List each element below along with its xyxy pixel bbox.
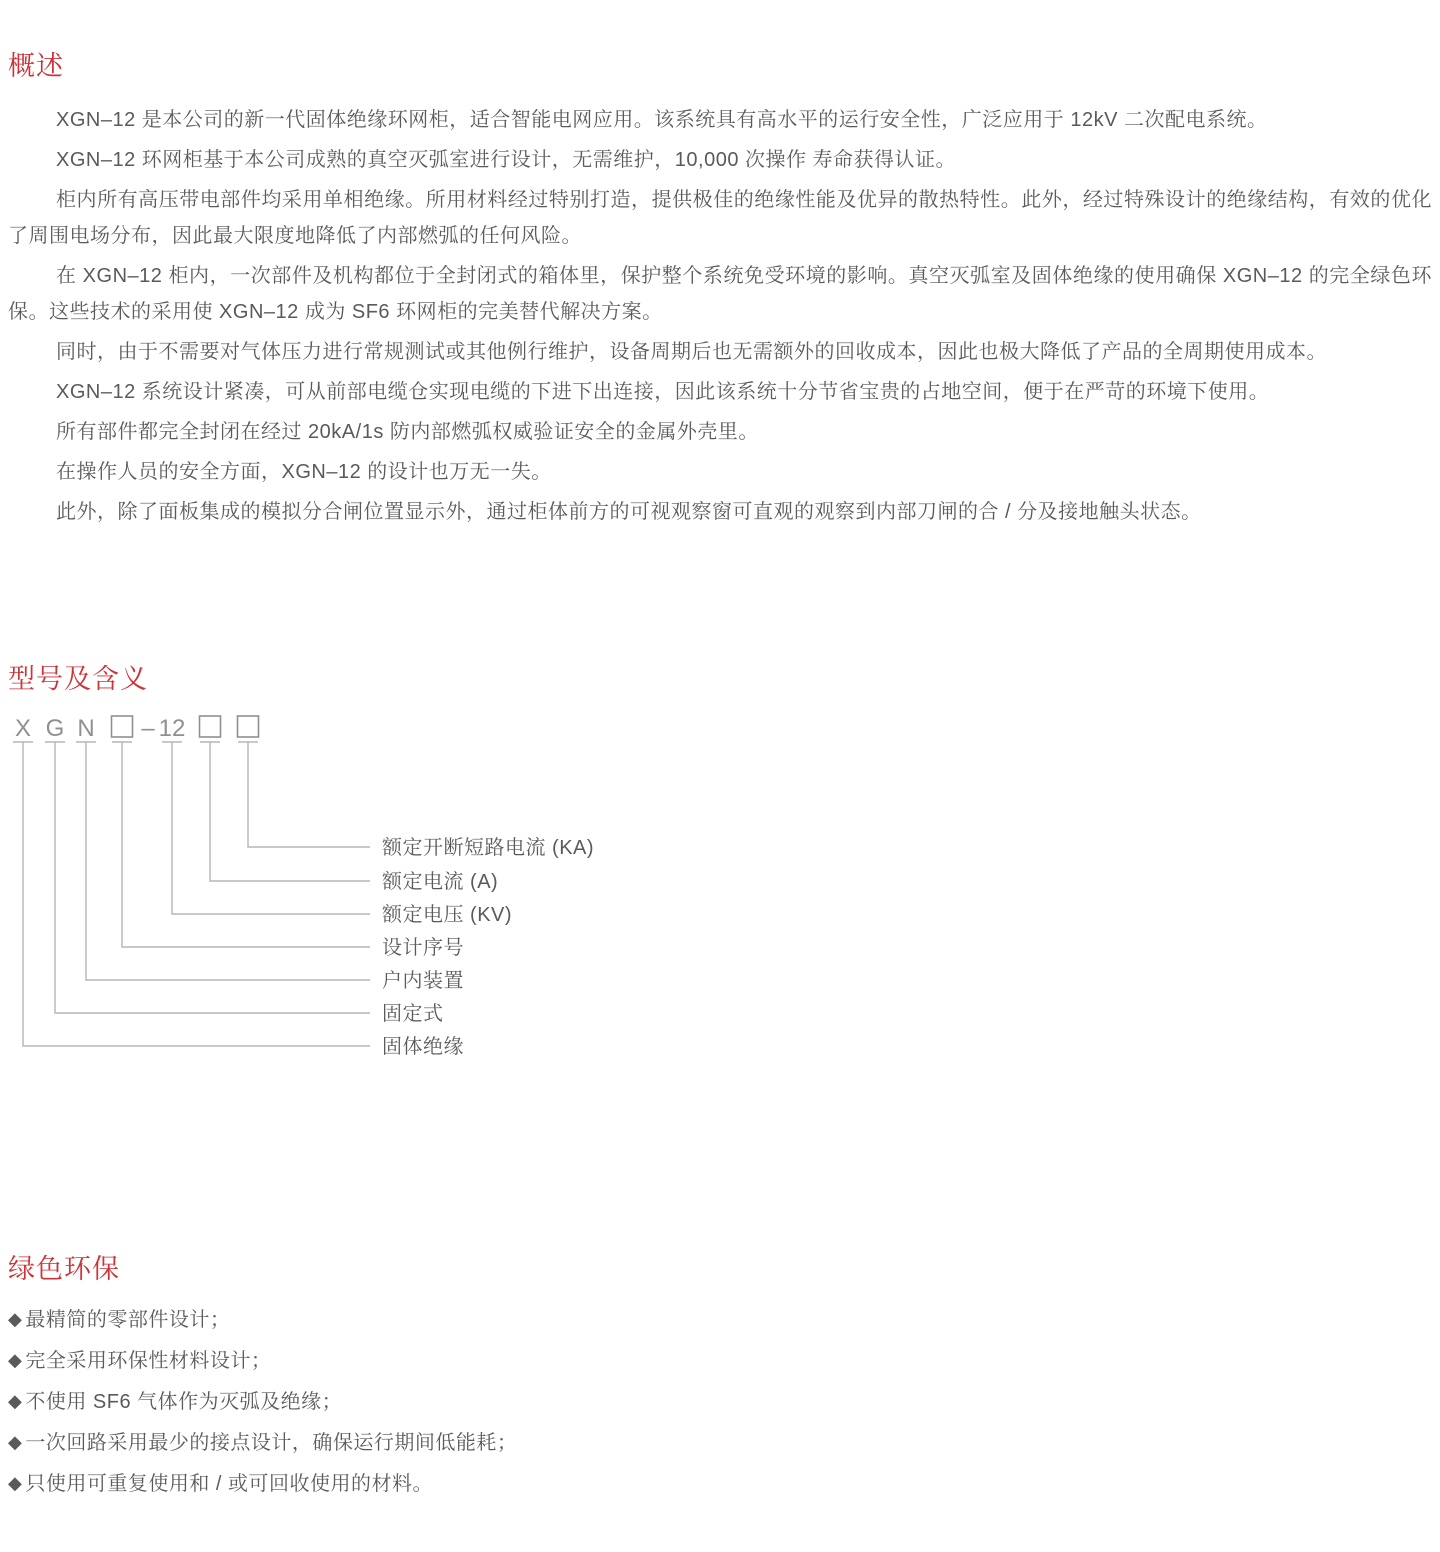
overview-section <box>0 50 1440 534</box>
green-bullet-list <box>0 1307 1440 1497</box>
model-code-diagram <box>0 709 760 1069</box>
overview-paragraph: 在操作人员的安全方面，XGN–12 的设计也万无一失。 <box>56 461 552 483</box>
diamond-bullet-icon: ◆ <box>8 1309 23 1329</box>
leader-label: 额定电压 (KV) <box>382 904 513 926</box>
code-box-placeholder <box>238 716 259 737</box>
list-item-text: 只使用可重复使用和 / 或可回收使用的材料。 <box>25 1473 434 1495</box>
overview-paragraphs <box>8 102 1432 530</box>
overview-paragraph: 此外，除了面板集成的模拟分合闸位置显示外，通过柜体前方的可视观察窗可直观的观察到内部刀闸的合 / 分及接地触头状态。 <box>56 501 1202 523</box>
leader-label: 设计序号 <box>382 937 464 959</box>
diamond-bullet-icon: ◆ <box>8 1391 23 1411</box>
leader-label: 固定式 <box>382 1003 444 1025</box>
leader-line <box>172 742 370 914</box>
list-item <box>8 1430 1432 1456</box>
list-item <box>8 1348 1432 1374</box>
list-item-text: 不使用 SF6 气体作为灭弧及绝缘； <box>25 1391 343 1413</box>
leader-line <box>210 742 370 881</box>
overview-paragraph: 柜内所有高压带电部件均采用单相绝缘。所用材料经过特别打造，提供极佳的绝缘性能及优异的散热特性。此外，经过特殊设计的绝缘结构，有效的优化了周围电场分布，因此最大限度地降低了内部燃弧的任何风险。 <box>8 189 1432 247</box>
leader-line <box>248 742 370 847</box>
leader-label: 额定开断短路电流 (KA) <box>382 837 595 859</box>
list-item-text: 一次回路采用最少的接点设计，确保运行期间低能耗； <box>25 1432 518 1454</box>
list-item <box>8 1471 1432 1497</box>
leader-label: 固体绝缘 <box>382 1036 464 1058</box>
green-environment-heading: 绿色环保 <box>8 1254 120 1284</box>
list-item <box>8 1307 1432 1333</box>
leader-line <box>23 742 370 1046</box>
diamond-bullet-icon: ◆ <box>8 1432 23 1452</box>
overview-paragraph: XGN–12 环网柜基于本公司成熟的真空灭弧室进行设计，无需维护，10,000 次操作 寿命获得认证。 <box>56 149 957 171</box>
leader-label: 户内装置 <box>382 970 464 992</box>
overview-paragraph: XGN–12 系统设计紧凑，可从前部电缆仓实现电缆的下进下出连接，因此该系统十分节省宝贵的占地空间，便于在严苛的环境下使用。 <box>56 381 1270 403</box>
list-item <box>8 1389 1432 1415</box>
diamond-bullet-icon: ◆ <box>8 1473 23 1493</box>
list-item-text: 最精简的零部件设计； <box>25 1309 231 1331</box>
list-item-text: 完全采用环保性材料设计； <box>25 1350 272 1372</box>
overview-paragraph: 在 XGN–12 柜内，一次部件及机构都位于全封闭式的箱体里，保护整个系统免受环境的影响。真空灭弧室及固体绝缘的使用确保 XGN–12 的完全绿色环保。这些技术的采用使 XGN–12 成为 SF6 环网柜的完美替代解决方案。 <box>8 265 1432 323</box>
overview-paragraph: XGN–12 是本公司的新一代固体绝缘环网柜，适合智能电网应用。该系统具有高水平的运行安全性，广泛应用于 12kV 二次配电系统。 <box>56 109 1268 131</box>
green-environment-section <box>0 1253 1440 1512</box>
code-box-placeholder <box>200 716 221 737</box>
diamond-bullet-icon: ◆ <box>8 1350 23 1370</box>
overview-paragraph: 同时，由于不需要对气体压力进行常规测试或其他例行维护，设备周期后也无需额外的回收成本，因此也极大降低了产品的全周期使用成本。 <box>56 341 1327 363</box>
leader-label: 额定电流 (A) <box>382 871 499 893</box>
code-char: 12 <box>158 715 186 742</box>
code-char: – <box>141 715 155 742</box>
leader-line <box>55 742 370 1013</box>
overview-paragraph: 所有部件都完全封闭在经过 20kA/1s 防内部燃弧权威验证安全的金属外壳里。 <box>56 421 759 443</box>
model-designation-section <box>0 663 1440 1069</box>
code-char: N <box>77 715 95 742</box>
code-char: G <box>45 715 65 742</box>
leader-line <box>86 742 370 980</box>
code-char: X <box>14 715 32 742</box>
overview-heading: 概述 <box>8 51 64 81</box>
leader-line <box>122 742 370 947</box>
model-designation-heading: 型号及含义 <box>8 664 148 694</box>
code-box-placeholder <box>112 716 133 737</box>
